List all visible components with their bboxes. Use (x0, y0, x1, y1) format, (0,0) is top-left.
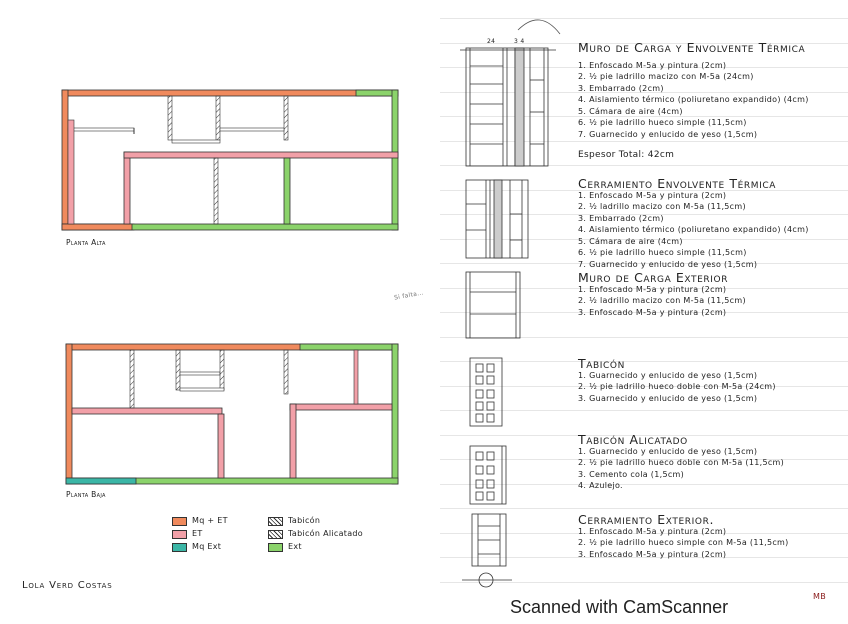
section-1-title: Muro de Carga y Envolvente Térmica (578, 40, 806, 55)
planta-alta-label: Planta Alta (66, 238, 106, 247)
legend-swatch-ext (268, 543, 283, 552)
section-5 (578, 434, 784, 492)
legend-swatch-mq-et (172, 517, 187, 526)
section-2 (578, 178, 809, 270)
section-5-item: 3. Cemento cola (1,5cm) (578, 469, 685, 479)
section-tabicon-alicatado (470, 446, 506, 504)
section-3-item: 3. Enfoscado M-5a y pintura (2cm) (578, 307, 727, 317)
section-4-item: 3. Guarnecido y enlucido de yeso (1,5cm) (578, 393, 758, 403)
legend-swatch-et (172, 530, 187, 539)
planta-baja-plan (66, 344, 398, 484)
section-6 (578, 514, 789, 560)
section-2-item: 7. Guarnecido y enlucido de yeso (1,5cm) (578, 259, 758, 269)
legend-swatch-tabicon (268, 517, 283, 526)
section-6-title: Cerramiento Exterior. (578, 512, 715, 527)
legend-label-ext: Ext (288, 542, 302, 551)
legend-label-mq-et: Mq + ET (192, 516, 228, 525)
section-6-item: 3. Enfoscado M-5a y pintura (2cm) (578, 549, 727, 559)
planta-alta-plan (62, 90, 398, 230)
section-2-title: Cerramiento Envolvente Térmica (578, 176, 777, 191)
section-1-item: 7. Guarnecido y enlucido de yeso (1,5cm) (578, 129, 758, 139)
section-1-item: 5. Cámara de aire (4cm) (578, 106, 683, 116)
section-2-item: 1. Enfoscado M-5a y pintura (2cm) (578, 190, 727, 200)
legend-label-mq-ext: Mq Ext (192, 542, 222, 551)
section-muro-carga-envolvente (460, 48, 556, 166)
section-4-title: Tabicón (578, 356, 625, 371)
dim-label-b: 3 4 (514, 38, 525, 45)
section-2-item: 3. Embarrado (2cm) (578, 213, 664, 223)
section-4-item: 1. Guarnecido y enlucido de yeso (1,5cm) (578, 370, 758, 380)
legend-label-tabicon: Tabicón (288, 516, 321, 525)
section-3 (578, 272, 746, 318)
section-2-item: 4. Aislamiento térmico (poliuretano expandido) (4cm) (578, 225, 809, 234)
section-3-title: Muro de Carga Exterior (578, 270, 729, 285)
planta-baja-label: Planta Baja (66, 490, 106, 499)
section-cerramiento-exterior (462, 514, 512, 587)
section-tabicon (470, 358, 502, 426)
legend-label-tabicon-alicatado: Tabicón Alicatado (288, 529, 364, 538)
pencil-arc (518, 20, 560, 34)
section-2-item: 2. ½ ladrillo macizo con M-5a (11,5cm) (578, 202, 746, 211)
section-5-item: 2. ½ pie ladrillo hueco doble con M-5a (11,5cm) (578, 458, 785, 467)
section-5-item: 4. Azulejo. (578, 481, 623, 490)
dim-label-a: 24 (487, 38, 496, 45)
section-5-title: Tabicón Alicatado (578, 432, 688, 447)
author-name: Lola Verd Costas (22, 580, 113, 591)
section-5-item: 1. Guarnecido y enlucido de yeso (1,5cm) (578, 446, 758, 456)
section-muro-carga-exterior (466, 272, 520, 338)
section-2-item: 5. Cámara de aire (4cm) (578, 236, 683, 246)
section-6-item: 2. ½ pie ladrillo hueco simple con M-5a (11,5cm) (578, 538, 789, 547)
section-4 (578, 358, 776, 404)
section-cerramiento-envolvente (466, 180, 528, 258)
section-4-item: 2. ½ pie ladrillo hueco doble con M-5a (24cm) (578, 382, 776, 391)
legend-swatch-mq-ext (172, 543, 187, 552)
camscanner-watermark: Scanned with CamScanner (510, 597, 729, 617)
section-1-item: 1. Enfoscado M-5a y pintura (2cm) (578, 60, 727, 70)
section-6-item: 1. Enfoscado M-5a y pintura (2cm) (578, 526, 727, 536)
section-1-item: 4. Aislamiento térmico (poliuretano expandido) (4cm) (578, 95, 809, 104)
section-1-item: 3. Embarrado (2cm) (578, 83, 664, 93)
legend-label-et: ET (192, 529, 203, 538)
section-3-item: 2. ½ ladrillo macizo con M-5a (11,5cm) (578, 296, 746, 305)
initials: MB (813, 592, 826, 601)
margin-note: Si falta... (393, 289, 425, 302)
legend-swatch-tabicon-alicatado (268, 530, 283, 539)
section-1 (578, 42, 809, 162)
section-1-item: 6. ½ pie ladrillo hueco simple (11,5cm) (578, 118, 747, 127)
section-1-item: 2. ½ pie ladrillo macizo con M-5a (24cm) (578, 72, 754, 81)
section-1-total: Espesor Total: 42cm (578, 150, 675, 160)
section-3-item: 1. Enfoscado M-5a y pintura (2cm) (578, 284, 727, 294)
section-2-item: 6. ½ pie ladrillo hueco simple (11,5cm) (578, 248, 747, 257)
